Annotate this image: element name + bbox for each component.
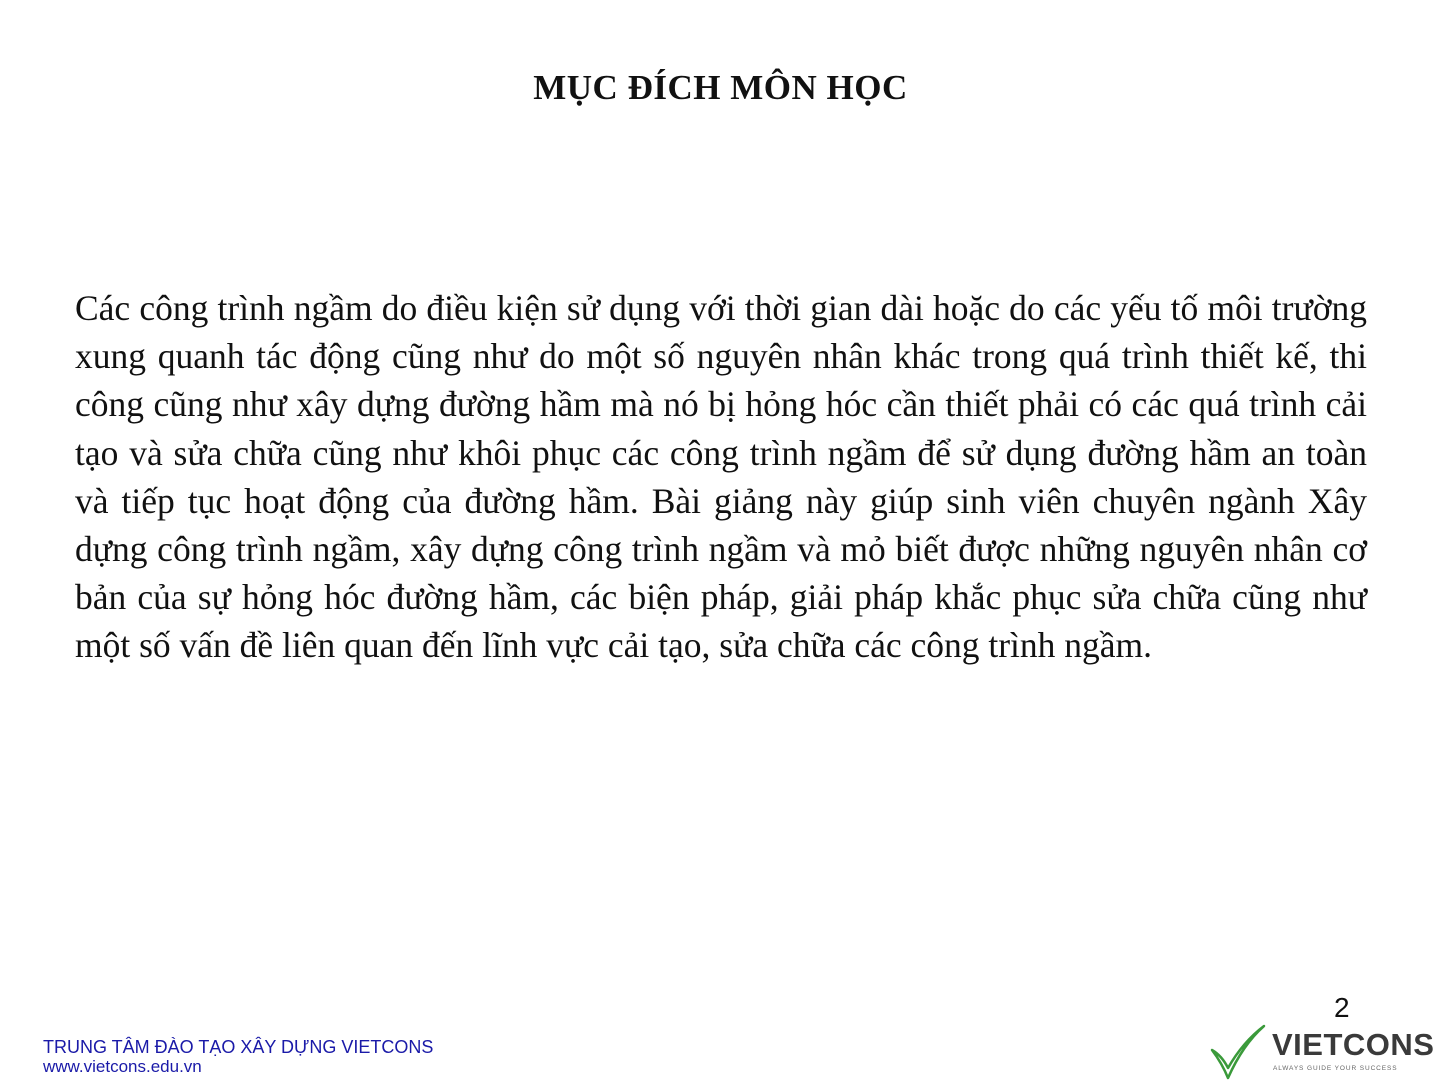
checkmark-icon xyxy=(1208,1024,1266,1080)
logo-name: VIETCONS xyxy=(1272,1027,1435,1062)
logo-tagline: ALWAYS GUIDE YOUR SUCCESS xyxy=(1273,1065,1398,1072)
footer-website-link[interactable]: www.vietcons.edu.vn xyxy=(43,1057,202,1076)
body-paragraph: Các công trình ngầm do điều kiện sử dụng với thời gian dài hoặc do các yếu tố môi trường xung quanh tác động cũng như do một số nguyên nhân khác trong quá trình thiết kế, thi công cũng như xây dựng đường hầm mà nó bị hỏng hóc cần thiết phải có các quá trình cải tạo và sửa chữa cũng như khôi phục các công trình ngầm để sử dụng đường hầm an toàn và tiếp tục hoạt động của đường hầm. Bài giảng này giúp sinh viên chuyên ngành Xây dựng công trình ngầm, xây dựng công trình ngầm và mỏ biết được những nguyên nhân cơ bản của sự hỏng hóc đường hầm, các biện pháp, giải pháp khắc phục sửa chữa cũng như một số vấn đề liên quan đến lĩnh vực cải tạo, sửa chữa các công trình ngầm. xyxy=(75,288,1367,666)
page-number: 2 xyxy=(1334,992,1350,1023)
footer-organization: TRUNG TÂM ĐÀO TẠO XÂY DỰNG VIETCONS xyxy=(43,1037,434,1057)
slide-title: MỤC ĐÍCH MÔN HỌC xyxy=(533,68,908,107)
vietcons-logo xyxy=(1208,1024,1435,1080)
